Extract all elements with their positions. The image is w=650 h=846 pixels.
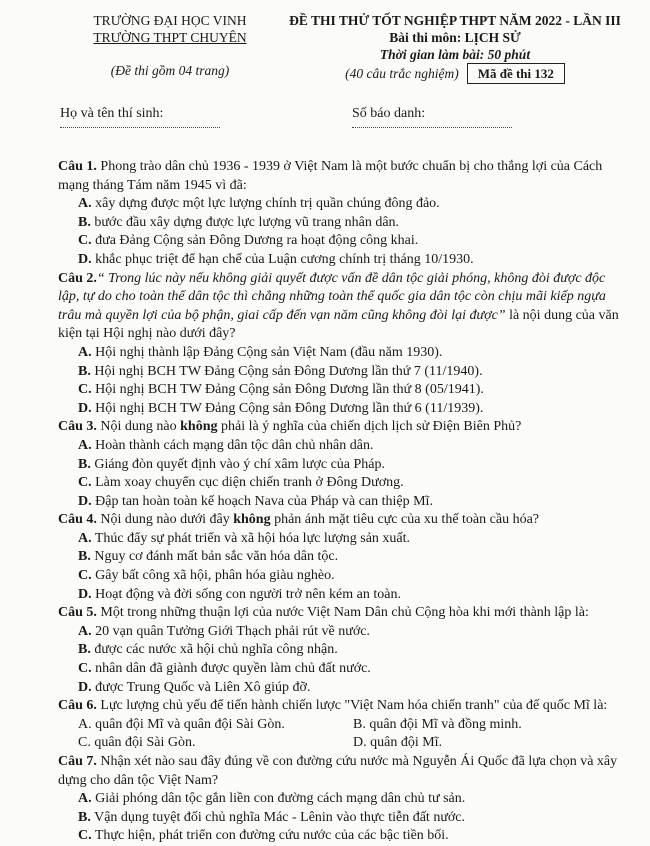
- answer-letter: D.: [78, 400, 92, 416]
- answer-letter: B.: [78, 549, 91, 565]
- answer-letter: A.: [78, 437, 92, 453]
- answer-option: [78, 437, 628, 456]
- answer-text: Vận dụng tuyệt đối chủ nghĩa Mác - Lênin vào thực tiễn đất nước.: [94, 809, 466, 825]
- question-6: [58, 697, 628, 716]
- exam-header: [0, 12, 650, 92]
- question-text: phản ánh mặt tiêu cực của xu thế toàn cầu hóa?: [270, 512, 539, 528]
- answer-letter: D.: [78, 493, 92, 509]
- sub-school-name: TRƯỜNG THPT CHUYÊN: [93, 30, 247, 45]
- question-number: Câu 2.: [58, 270, 97, 286]
- answer-text: quân đội Sài Gòn.: [94, 735, 196, 751]
- answer-letter: B.: [78, 642, 91, 658]
- answer-row: [78, 734, 628, 753]
- answer-option: [78, 214, 628, 233]
- answer-option: [78, 400, 628, 419]
- answer-option: [78, 790, 628, 809]
- exam-code-box: Mã đề thi 132: [467, 63, 565, 84]
- exam-info-block: [270, 12, 640, 84]
- answer-option: [78, 548, 628, 567]
- answer-text: quân đội Mĩ và đồng minh.: [369, 716, 522, 732]
- answer-option: [78, 530, 628, 549]
- answer-letter: C.: [78, 828, 92, 844]
- answer-letter: B.: [353, 716, 366, 732]
- answer-option: [78, 232, 628, 251]
- answer-letter: C.: [78, 233, 92, 249]
- pages-note: (Đề thi gồm 04 trang): [110, 63, 230, 78]
- answer-option: [78, 660, 628, 679]
- answer-option: [78, 251, 628, 270]
- answer-letter: A.: [78, 530, 92, 546]
- answer-text: Đập tan hoàn toàn kế hoạch Nava của Pháp và can thiệp Mĩ.: [95, 493, 433, 509]
- answer-letter: D.: [78, 679, 92, 695]
- answer-text: Hội nghị BCH TW Đảng Cộng sản Đông Dương lần thứ 6 (11/1939).: [95, 400, 484, 416]
- answer-letter: C.: [78, 568, 92, 584]
- answer-text: Thúc đẩy sự phát triển và xã hội hóa lực lượng sản xuất.: [94, 530, 411, 546]
- answer-text: Làm xoay chuyển cục diện chiến tranh ở Đông Dương.: [95, 475, 404, 491]
- answer-text: được các nước xã hội chủ nghĩa công nhận.: [94, 642, 338, 658]
- answer-text: khắc phục triệt để hạn chế của Luận cương chính trị tháng 10/1930.: [95, 251, 474, 267]
- answer-option: [78, 586, 628, 605]
- question-text: Phong trào dân chủ 1936 - 1939 ở Việt Nam là một bước chuẩn bị cho thắng lợi của Cách mạng tháng Tám năm 1945 vì đã:: [58, 159, 603, 193]
- candidate-id-line: [352, 126, 512, 128]
- answer-option: [78, 363, 628, 382]
- answer-option: [78, 716, 353, 735]
- answer-option: [78, 381, 628, 400]
- question-number: Câu 4.: [58, 512, 97, 528]
- questions-note: (40 câu trắc nghiệm): [345, 66, 459, 81]
- answer-letter: A.: [78, 623, 92, 639]
- answer-option: [78, 195, 628, 214]
- question-number: Câu 5.: [58, 605, 97, 621]
- exam-subject: Bài thi môn: LỊCH SỬ: [389, 30, 521, 45]
- answer-text: Hoàn thành cách mạng dân tộc dân chủ nhân dân.: [95, 437, 374, 453]
- candidate-name-line: [60, 126, 220, 128]
- answer-option: [78, 679, 628, 698]
- answer-letter: A.: [78, 791, 92, 807]
- answer-text: được Trung Quốc và Liên Xô giúp đỡ.: [95, 679, 311, 695]
- answer-option: [353, 716, 628, 735]
- answer-text: Gây bất công xã hội, phân hóa giàu nghèo.: [95, 568, 335, 584]
- answer-option: [78, 827, 628, 846]
- question-1: [58, 158, 628, 195]
- answer-text: Thực hiện, phát triển con đường cứu nước của các bậc tiền bối.: [94, 828, 449, 844]
- question-5: [58, 604, 628, 623]
- question-text: Nhận xét nào sau đây đúng về con đường cứu nước mà Nguyễn Ái Quốc đã lựa chọn và xây dựng cho dân tộc Việt Nam?: [58, 754, 618, 788]
- answer-letter: B.: [78, 456, 91, 472]
- answer-letter: A.: [78, 196, 92, 212]
- answer-text: quân đội Mĩ và quân đội Sài Gòn.: [95, 716, 285, 732]
- question-number: Câu 7.: [58, 754, 97, 769]
- question-text-pre: Nội dung nào dưới đây: [96, 512, 234, 528]
- answer-text: xây dựng được một lực lượng chính trị quần chúng đông đảo.: [95, 196, 440, 212]
- question-7: [58, 753, 628, 790]
- answer-option: [78, 641, 628, 660]
- candidate-id-label: Số báo danh:: [352, 106, 426, 121]
- answer-text: Hoạt động và đời sống con người trở nên kém an toàn.: [95, 586, 401, 602]
- answer-text: Hội nghị thành lập Đảng Cộng sản Việt Nam (đầu năm 1930).: [95, 344, 443, 360]
- answer-option: [78, 734, 353, 753]
- answer-letter: C.: [78, 382, 92, 398]
- exam-title: ĐỀ THI THỬ TỐT NGHIỆP THPT NĂM 2022 - LẦN III: [289, 13, 621, 28]
- answer-option: [78, 456, 628, 475]
- question-quote: “ Trong lúc này nếu không giải quyết được vấn đề dân tộc giải phóng, không đòi được độc lập, tự do cho toàn thể dân tộc thì chẳng những toàn thể quốc gia dân tộc còn chịu mãi kiếp ngựa trâu mà quyền lợi của bộ phận, giai cấp đến vạn năm cũng không đòi lại được”: [58, 270, 606, 323]
- question-number: Câu 6.: [58, 698, 97, 714]
- answer-text: Nguy cơ đánh mất bản sắc văn hóa dân tộc.: [94, 549, 339, 565]
- school-name: TRƯỜNG ĐẠI HỌC VINH: [93, 13, 247, 28]
- answer-text: 20 vạn quân Tưởng Giới Thạch phải rút về nước.: [95, 623, 370, 639]
- question-2: [58, 270, 628, 344]
- school-block: [70, 12, 270, 79]
- answer-row: [78, 716, 628, 735]
- answer-letter: B.: [78, 809, 91, 825]
- answer-letter: D.: [353, 735, 367, 751]
- question-emphasis: không: [233, 512, 271, 528]
- answer-text: đưa Đảng Cộng sản Đông Dương ra hoạt động công khai.: [95, 233, 419, 249]
- answer-option: [78, 567, 628, 586]
- answer-letter: A.: [78, 344, 92, 360]
- answer-text: Hội nghị BCH TW Đảng Cộng sản Đông Dương lần thứ 7 (11/1940).: [94, 363, 483, 379]
- answer-text: nhân dân đã giành được quyền làm chủ đất nước.: [95, 661, 371, 677]
- answer-option: [78, 809, 628, 828]
- question-3: [58, 418, 628, 437]
- answer-option: [78, 493, 628, 512]
- answer-option: [78, 344, 628, 363]
- answer-option: [353, 734, 628, 753]
- exam-time: Thời gian làm bài: 50 phút: [379, 47, 531, 62]
- answer-letter: D.: [78, 251, 92, 267]
- answer-letter: C.: [78, 661, 92, 677]
- question-number: Câu 3.: [58, 419, 97, 435]
- question-emphasis: không: [180, 419, 218, 435]
- answer-letter: C.: [78, 735, 91, 751]
- answer-letter: B.: [78, 214, 91, 230]
- question-text: phải là ý nghĩa của chiến dịch lịch sử Điện Biên Phủ?: [217, 419, 522, 435]
- answer-option: [78, 474, 628, 493]
- question-text-pre: Nội dung nào: [96, 419, 181, 435]
- questions-list: [58, 158, 628, 846]
- answer-letter: D.: [78, 586, 92, 602]
- answer-text: bước đầu xây dựng được lực lượng vũ trang nhân dân.: [94, 214, 400, 230]
- question-text: là nội dung của văn kiện tại Hội nghị nào dưới đây?: [58, 307, 619, 342]
- question-number: Câu 1.: [58, 159, 97, 174]
- question-text: Lực lượng chủ yếu để tiến hành chiến lược "Việt Nam hóa chiến tranh" của đế quốc Mĩ là:: [96, 698, 608, 714]
- answer-option: [78, 623, 628, 642]
- candidate-name-label: Họ và tên thí sinh:: [60, 106, 164, 121]
- question-text: Một trong những thuận lợi của nước Việt Nam Dân chủ Cộng hòa khi mới thành lập là:: [96, 605, 589, 621]
- answer-letter: C.: [78, 475, 92, 491]
- answer-text: quân đội Mĩ.: [370, 735, 443, 751]
- answer-letter: B.: [78, 363, 91, 379]
- answer-letter: A.: [78, 716, 92, 732]
- answer-text: Giáng đòn quyết định vào ý chí xâm lược của Pháp.: [94, 456, 385, 472]
- question-4: [58, 511, 628, 530]
- answer-text: Hội nghị BCH TW Đảng Cộng sản Đông Dương lần thứ 8 (05/1941).: [95, 382, 484, 398]
- answer-text: Giải phóng dân tộc gắn liền con đường cách mạng dân chủ tư sản.: [95, 791, 466, 807]
